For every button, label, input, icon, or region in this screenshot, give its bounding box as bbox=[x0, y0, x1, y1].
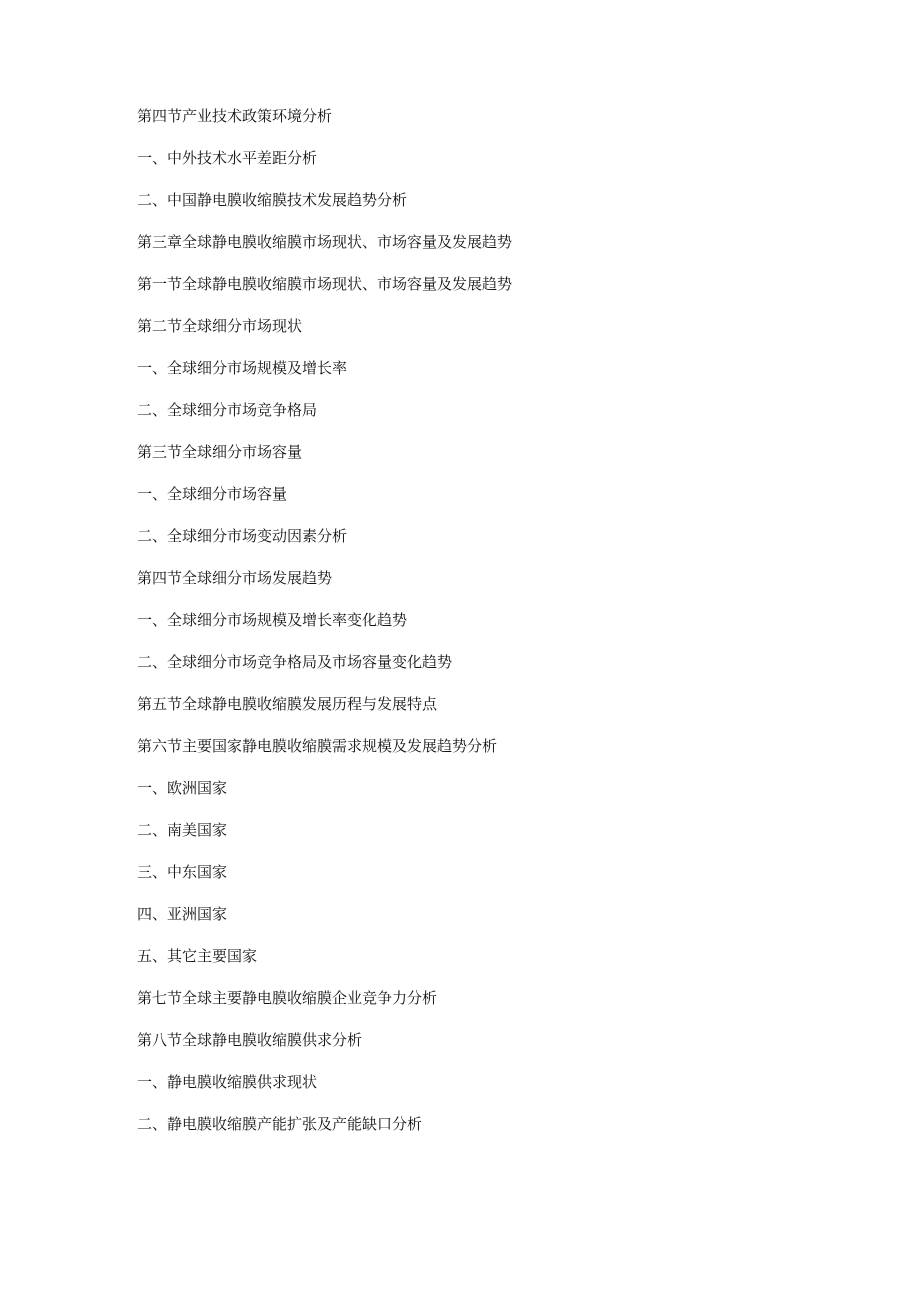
toc-subitem: 四、亚洲国家 bbox=[137, 905, 228, 923]
toc-section-heading: 第五节全球静电膜收缩膜发展历程与发展特点 bbox=[137, 695, 438, 713]
toc-subitem: 二、全球细分市场变动因素分析 bbox=[137, 527, 348, 545]
toc-subitem: 一、中外技术水平差距分析 bbox=[137, 149, 318, 167]
toc-section-heading: 第三节全球细分市场容量 bbox=[137, 443, 303, 461]
toc-subitem: 一、全球细分市场规模及增长率 bbox=[137, 359, 348, 377]
toc-subitem: 一、静电膜收缩膜供求现状 bbox=[137, 1073, 318, 1091]
toc-section-heading: 第四节全球细分市场发展趋势 bbox=[137, 569, 333, 587]
toc-subitem: 一、全球细分市场规模及增长率变化趋势 bbox=[137, 611, 408, 629]
toc-section-heading: 第六节主要国家静电膜收缩膜需求规模及发展趋势分析 bbox=[137, 737, 498, 755]
toc-section-heading: 第八节全球静电膜收缩膜供求分析 bbox=[137, 1031, 363, 1049]
toc-subitem: 二、全球细分市场竞争格局 bbox=[137, 401, 318, 419]
toc-section-heading: 第七节全球主要静电膜收缩膜企业竞争力分析 bbox=[137, 989, 438, 1007]
toc-subitem: 二、全球细分市场竞争格局及市场容量变化趋势 bbox=[137, 653, 453, 671]
toc-subitem: 五、其它主要国家 bbox=[137, 947, 258, 965]
toc-subitem: 一、欧洲国家 bbox=[137, 779, 228, 797]
toc-section-heading: 第四节产业技术政策环境分析 bbox=[137, 107, 333, 125]
toc-section-heading: 第一节全球静电膜收缩膜市场现状、市场容量及发展趋势 bbox=[137, 275, 513, 293]
toc-subitem: 二、中国静电膜收缩膜技术发展趋势分析 bbox=[137, 191, 408, 209]
toc-section-heading: 第二节全球细分市场现状 bbox=[137, 317, 303, 335]
toc-subitem: 一、全球细分市场容量 bbox=[137, 485, 288, 503]
toc-subitem: 三、中东国家 bbox=[137, 863, 228, 881]
toc-subitem: 二、静电膜收缩膜产能扩张及产能缺口分析 bbox=[137, 1115, 423, 1133]
toc-chapter-heading: 第三章全球静电膜收缩膜市场现状、市场容量及发展趋势 bbox=[137, 233, 513, 251]
toc-subitem: 二、南美国家 bbox=[137, 821, 228, 839]
table-of-contents bbox=[137, 104, 512, 1154]
